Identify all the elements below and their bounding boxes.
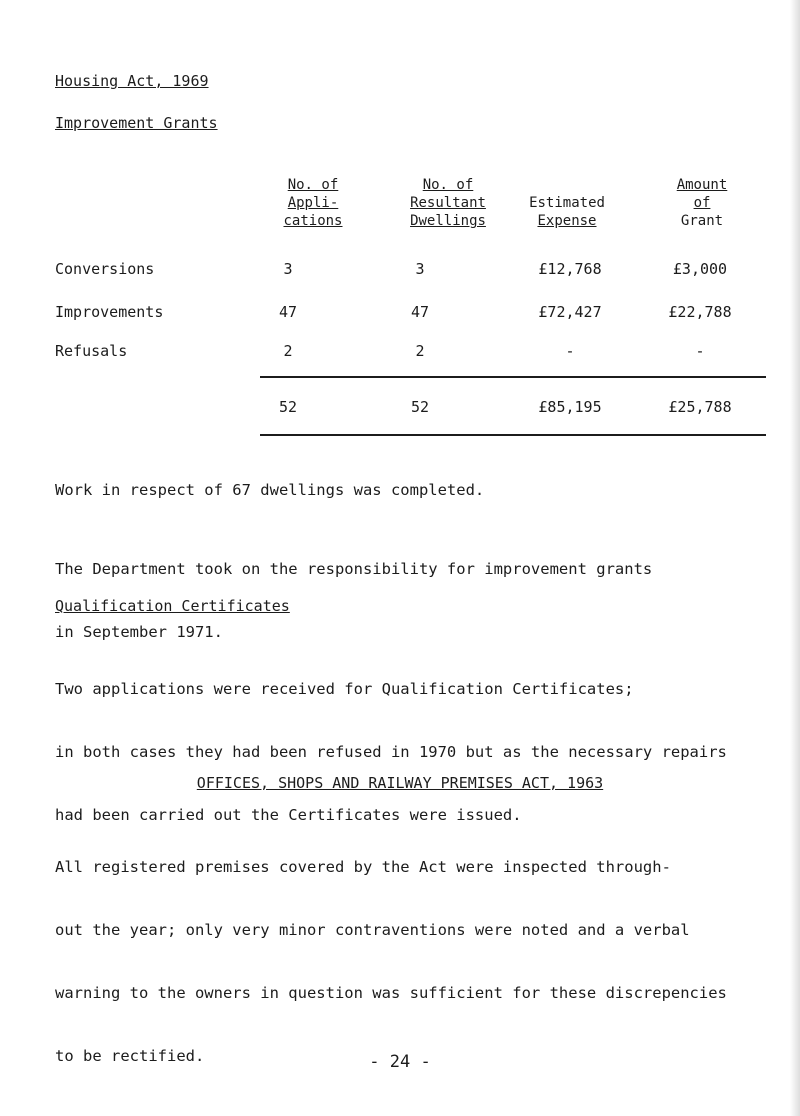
row-label-refusals: Refusals: [55, 342, 128, 360]
cell-applications: 2: [283, 342, 293, 360]
header-line: Appli-: [287, 195, 339, 211]
header-line: Estimated: [529, 195, 605, 211]
page-number: [0, 1052, 800, 1072]
total-applications: 52: [278, 398, 298, 416]
total-grant: £25,788: [668, 398, 732, 416]
section-title-housing-act: Housing Act, 1969: [55, 72, 209, 90]
paragraph-line: out the year; only very minor contraventions were noted and a verbal: [55, 921, 690, 939]
total-dwellings: 52: [410, 398, 430, 416]
paragraph-line: in both cases they had been refused in 1970 but as the necessary repairs: [55, 743, 727, 761]
paragraph-line: warning to the owners in question was sufficient for these discrepencies: [55, 984, 727, 1002]
cell-dwellings: 2: [415, 342, 425, 360]
cell-expense: £12,768: [538, 260, 602, 278]
cell-expense: £72,427: [538, 303, 602, 321]
section-title-text: OFFICES, SHOPS AND RAILWAY PREMISES ACT, 1963: [196, 774, 604, 792]
total-expense: £85,195: [538, 398, 602, 416]
header-line: Amount: [676, 177, 728, 193]
paragraph-line: The Department took on the responsibility for improvement grants: [55, 560, 653, 578]
header-line: No. of: [287, 177, 339, 193]
header-line: Resultant: [410, 195, 486, 211]
paragraph-line: in September 1971.: [55, 623, 223, 641]
cell-expense: -: [565, 342, 575, 360]
cell-grant: £22,788: [668, 303, 732, 321]
cell-dwellings: 3: [415, 260, 425, 278]
page-number-text: - 24 -: [369, 1052, 431, 1072]
section-title-qualification-certificates: Qualification Certificates: [55, 597, 290, 615]
cell-grant: £3,000: [672, 260, 728, 278]
paragraph-line: had been carried out the Certificates were issued.: [55, 806, 522, 824]
header-line: Expense: [537, 213, 597, 229]
row-label-improvements: Improvements: [55, 303, 164, 321]
cell-applications: 3: [283, 260, 293, 278]
column-header-grant: [637, 176, 767, 230]
paragraph-line: to be rectified.: [55, 1047, 205, 1065]
cell-applications: 47: [278, 303, 298, 321]
paragraph-line: All registered premises covered by the Act were inspected through-: [55, 858, 671, 876]
cell-grant: -: [695, 342, 705, 360]
section-subtitle-improvement-grants: Improvement Grants: [55, 114, 218, 132]
header-line: of: [693, 195, 711, 211]
table-rule-top: [260, 376, 766, 378]
paragraph-work-completed: Work in respect of 67 dwellings was completed.: [55, 481, 485, 499]
section-title-offices-act: [0, 774, 800, 792]
column-header-applications: [248, 176, 378, 230]
header-line: No. of: [422, 177, 474, 193]
column-header-dwellings: [383, 176, 513, 230]
header-line: cations: [283, 213, 343, 229]
page-edge-shadow: [790, 0, 800, 1116]
row-label-conversions: Conversions: [55, 260, 155, 278]
table-rule-bottom: [260, 434, 766, 436]
paragraph-line: Two applications were received for Qualification Certificates;: [55, 680, 634, 698]
header-line: Grant: [680, 213, 724, 229]
cell-dwellings: 47: [410, 303, 430, 321]
header-line: Dwellings: [410, 213, 486, 229]
column-header-expense: [502, 194, 632, 230]
